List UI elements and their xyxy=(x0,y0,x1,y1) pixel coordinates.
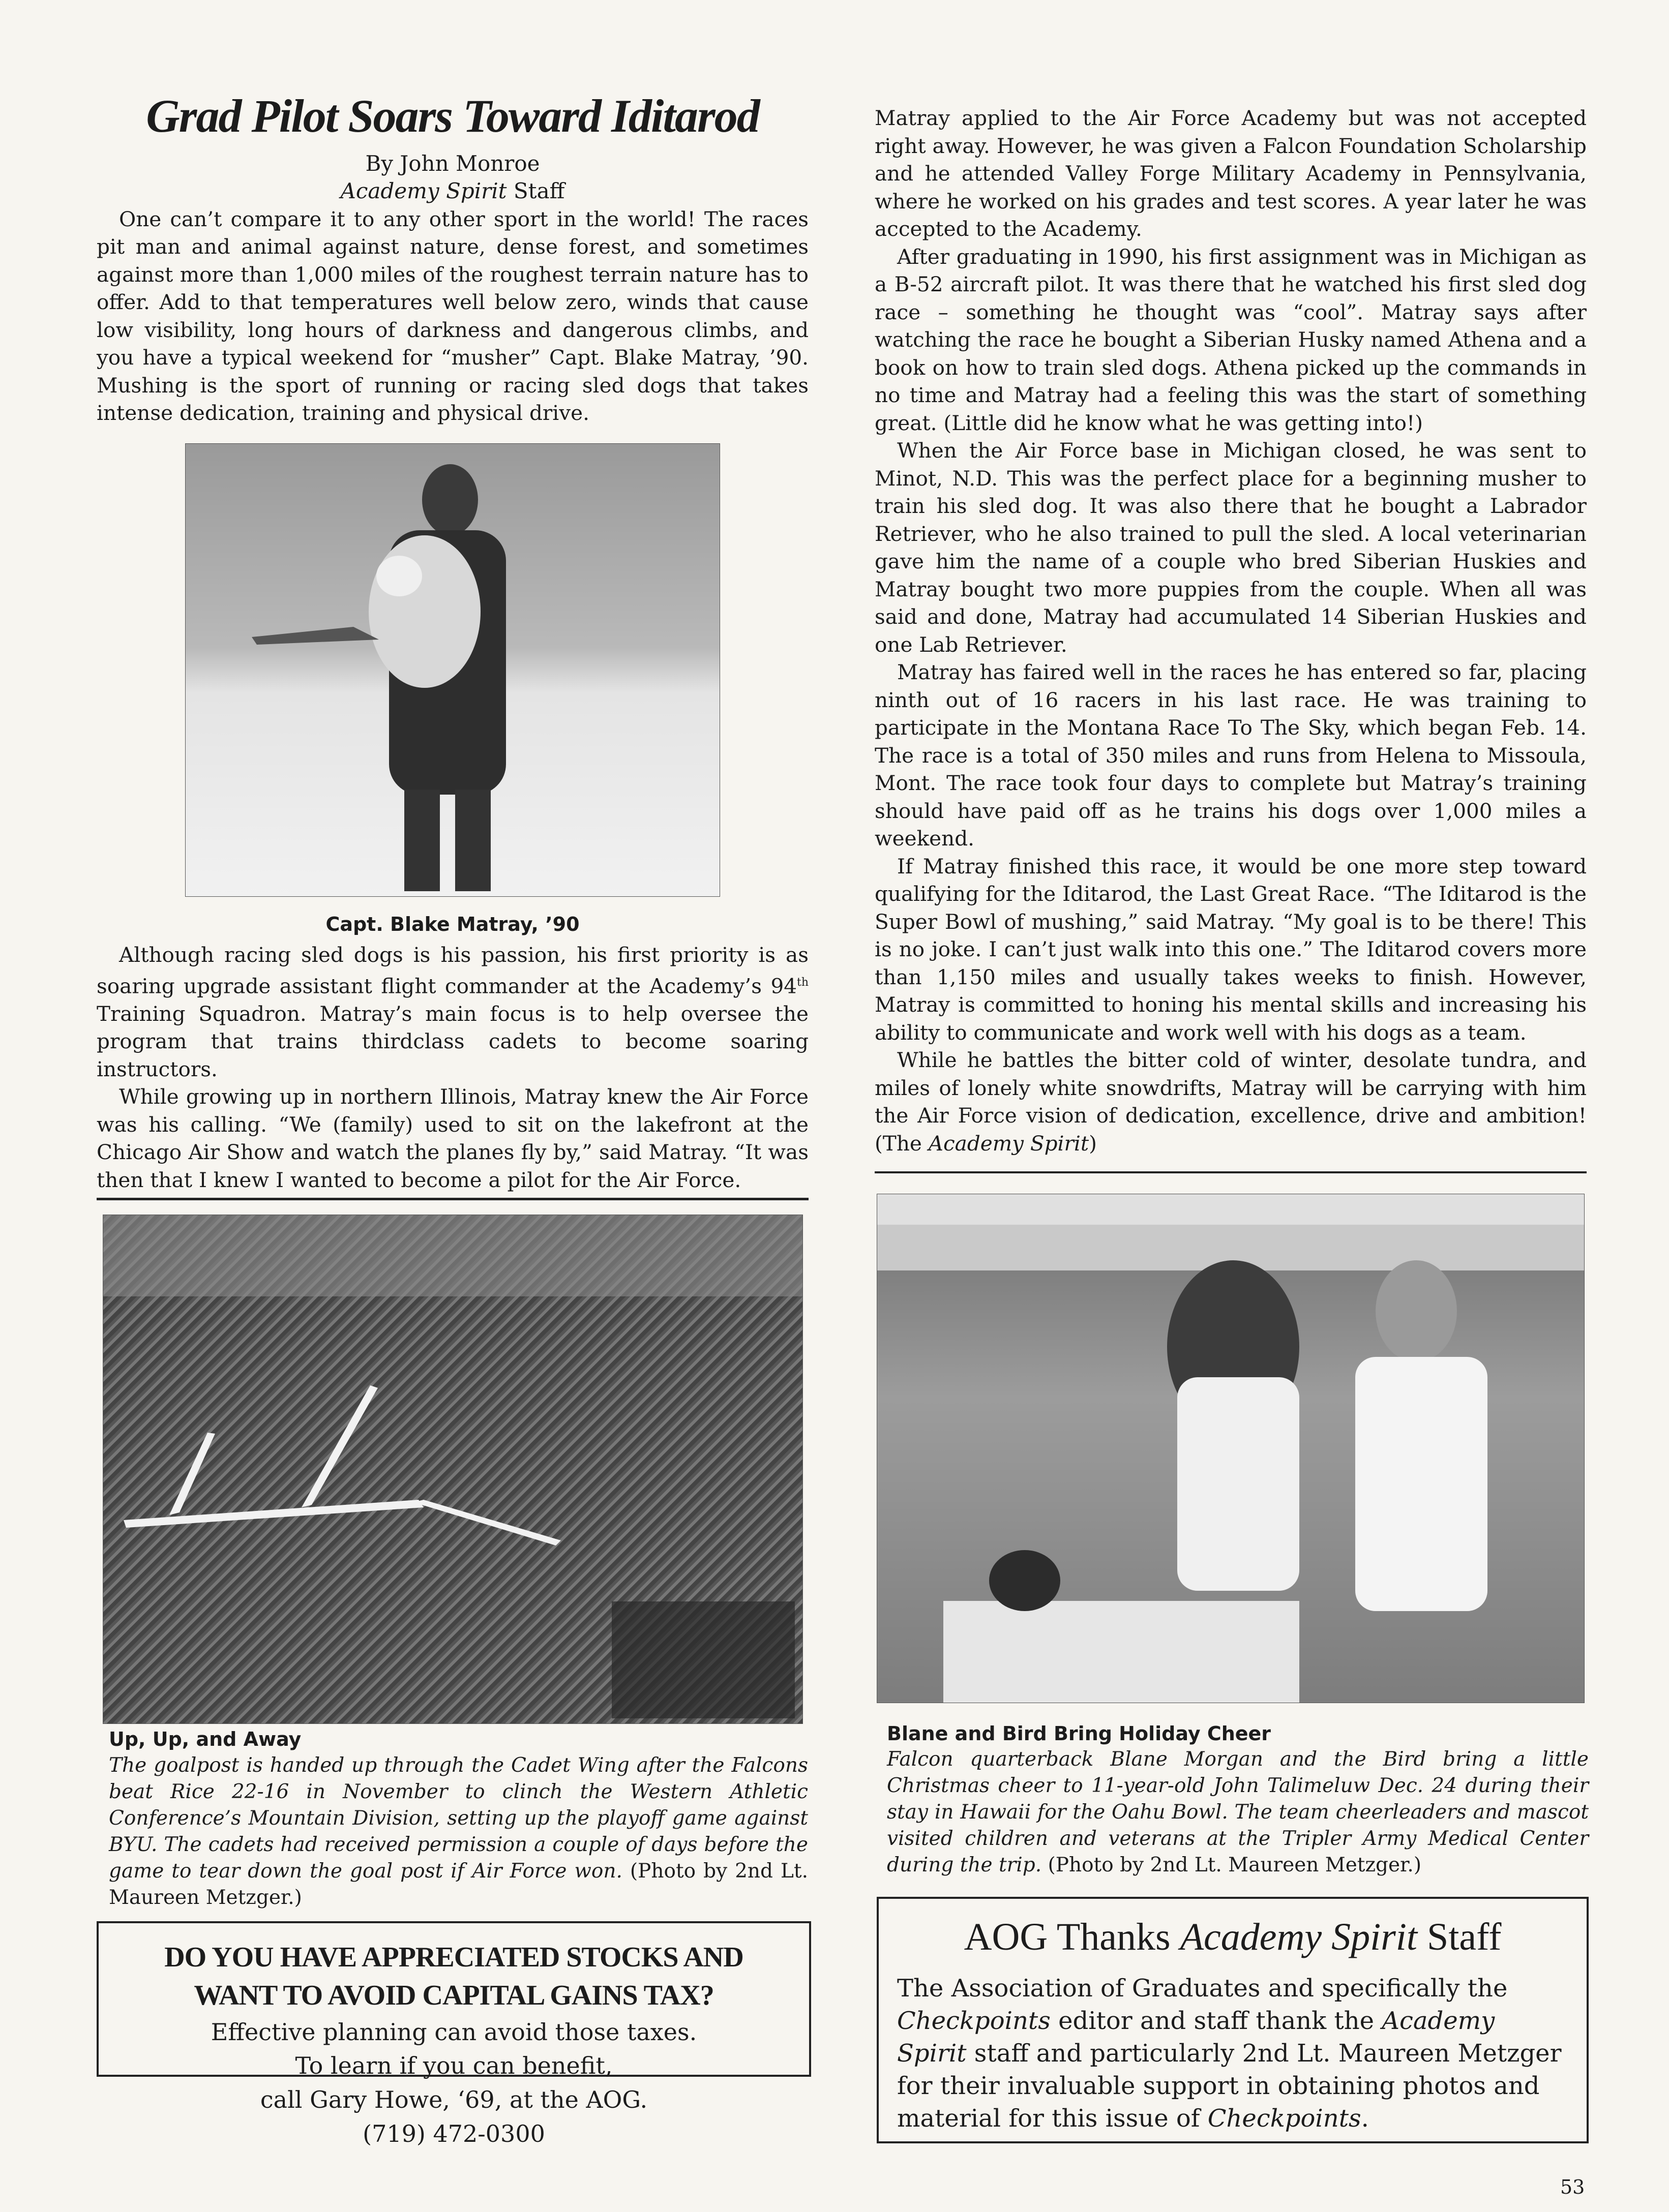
goalpost-caption-text xyxy=(109,1752,808,1911)
staff-suffix: Staff xyxy=(506,178,565,204)
paragraph-text: ) xyxy=(1089,1131,1097,1156)
ad-line-2: To learn if you can benefit, xyxy=(295,2052,613,2080)
paragraph: Matray applied to the Air Force Academy but was not accepted right away. However, he was given a Falcon Foundation Scholarship and he attended Valley Forge Military Academy in Pennsylvania, where he worked on his grades and test scores. A year later he was accepted to the Academy. xyxy=(875,106,1587,241)
thanks-body-text: editor and staff thank the xyxy=(1050,2006,1382,2035)
goalpost-caption-title: Up, Up, and Away xyxy=(109,1728,302,1751)
ordinal-suffix: th xyxy=(796,976,809,989)
ad-line-1: Effective planning can avoid those taxes. xyxy=(211,2018,697,2046)
photo-credit: (Photo by 2nd Lt. Maureen Metzger.) xyxy=(1041,1854,1422,1877)
ad-phone: (719) 472-0300 xyxy=(363,2119,545,2147)
section-divider xyxy=(97,1198,809,1200)
thanks-body-text: . xyxy=(1361,2104,1369,2133)
thanks-box xyxy=(877,1897,1589,2143)
left-column xyxy=(97,90,809,2147)
ad-title-line-2: WANT TO AVOID CAPITAL GAINS TAX? xyxy=(194,1980,714,2012)
staff-publication: Academy Spirit xyxy=(340,178,507,204)
hospital-caption-text xyxy=(887,1746,1589,1878)
thanks-title-text: AOG Thanks xyxy=(964,1916,1180,1959)
article-byline: By John Monroe xyxy=(365,150,540,176)
paragraph: When the Air Force base in Michigan closed, he was sent to Minot, N.D. This was the perfect place for a beginning musher to train his sled dog. It was also there that he bought a Labrador Retriever, who he also trained to pull the sled. A local veterinarian gave him the name of a couple who bred Siberian Huskies and Matray bought two more puppies from the couple. When all was said and done, Matray had accumulated 14 Siberian Huskies and one Lab Retriever. xyxy=(875,438,1587,657)
left-intro xyxy=(97,205,809,427)
section-divider xyxy=(875,1171,1587,1173)
page-number: 53 xyxy=(1560,2176,1585,2198)
goalpost-caption-body: The goalpost is handed up through the Cadet Wing after the Falcons beat Rice 22-16 in November to clinch the Western Athletic Conference’s Mountain Division, setting up the playoff game against BYU. The cadets had received permission a couple of days before the game to tear down the goal post if Air Force won. xyxy=(109,1753,808,1883)
publication-name: Checkpoints xyxy=(897,2006,1051,2035)
paragraph xyxy=(97,941,809,1083)
paragraph-text: Although racing sled dogs is his passion, his first priority is as soaring upgrade assistant flight commander at the Academy’s 94 xyxy=(97,943,809,998)
musher-photo-graphic xyxy=(186,444,720,896)
hospital-caption xyxy=(887,1721,1589,1878)
ad-line-3: call Gary Howe, ‘69, at the AOG. xyxy=(260,2086,648,2114)
publication-name: Checkpoints xyxy=(1207,2104,1361,2133)
article-byline-staff xyxy=(97,177,809,205)
publication-name: Academy Spirit xyxy=(928,1131,1089,1156)
thanks-body-text: The Association of Graduates and specifically the xyxy=(897,1974,1508,2003)
paragraph: While growing up in northern Illinois, Matray knew the Air Force was his calling. “We (family) used to sit on the lakefront at the Chicago Air Show and watch the planes fly by,” said Matray. “It was then that I knew I wanted to become a pilot for the Air Force. xyxy=(97,1084,809,1192)
hospital-photo-graphic xyxy=(877,1194,1584,1703)
publication-name: Academy Spirit xyxy=(897,2006,1495,2068)
paragraph: One can’t compare it to any other sport in the world! The races pit man and animal against nature, dense forest, and sometimes against more than 1,000 miles of the roughest terrain nature has to offer. Add to that temperatures well below zero, winds that cause low visibility, long hours of darkness and dangerous climbs, and you have a typical weekend for “musher” Capt. Blake Matray, ’90. Mushing is the sport of running or racing sled dogs that takes intense dedication, training and physical drive. xyxy=(97,206,809,426)
paragraph: After graduating in 1990, his first assignment was in Michigan as a B-52 aircraft pilot. It was there that he watched his first sled dog race – something he thought was “cool”. Matray says after watching the race he bought a Siberian Husky named Athena and a book on how to train sled dogs. Athena picked up the commands in no time and Matray had a feeling this was the start of something great. (Little did he know what he was getting into!) xyxy=(875,244,1587,435)
paragraph: Matray has faired well in the races he has entered so far, placing ninth out of 16 racers in his last race. He was training to participate in the Montana Race To The Sky, which began Feb. 14. The race is a total of 350 miles and runs from Helena to Missoula, Mont. The race took four days to complete but Matray’s training should have paid off as he trains his dogs over 1,000 miles a weekend. xyxy=(875,660,1587,851)
paragraph-text: While he battles the bitter cold of winter, desolate tundra, and miles of lonely white snowdrifts, Matray will be carrying with him the Air Force vision of dedication, excellence, drive and ambition! (The xyxy=(875,1048,1587,1156)
right-body xyxy=(875,104,1587,1157)
musher-photo-caption: Capt. Blake Matray, ’90 xyxy=(325,913,580,935)
musher-photo xyxy=(185,443,720,897)
thanks-body xyxy=(897,1972,1568,2135)
thanks-title-text: Staff xyxy=(1417,1916,1502,1959)
goalpost-photo xyxy=(103,1215,803,1724)
photo-credit: (Photo by 2nd Lt. Maureen Metzger.) xyxy=(109,1859,808,1909)
thanks-title xyxy=(897,1914,1568,1960)
paragraph xyxy=(875,1046,1587,1157)
paragraph: If Matray finished this race, it would be one more step toward qualifying for the Iditarod, the Last Great Race. “The Iditarod is the Super Bowl of mushing,” said Matray. “My goal is to be there! This is no joke. I can’t just walk into this one.” The Iditarod covers more than 1,150 miles and usually takes weeks to finish. However, Matray is committed to honing his mental skills and increasing his ability to communicate and work well with his dogs as a team. xyxy=(875,854,1587,1045)
hospital-caption-body: Falcon quarterback Blane Morgan and the Bird bring a little Christmas cheer to 11-year-old John Talimeluw Dec. 24 during their stay in Hawaii for the Oahu Bowl. The team cheerleaders and mascot visited children and veterans at the Tripler Army Medical Center during the trip. xyxy=(887,1748,1589,1877)
paragraph-text: Training Squadron. Matray’s main focus is to help oversee the program that trains thirdclass cadets to become soaring instructors. xyxy=(97,1001,809,1081)
hospital-caption-title: Blane and Bird Bring Holiday Cheer xyxy=(887,1722,1271,1745)
article-headline: Grad Pilot Soars Toward Iditarod xyxy=(146,90,759,142)
right-column xyxy=(875,104,1587,2143)
ad-title-line-1: DO YOU HAVE APPRECIATED STOCKS AND xyxy=(164,1941,743,1973)
left-body xyxy=(97,941,809,1194)
goalpost-photo-graphic xyxy=(103,1215,802,1723)
thanks-body-text: staff and particularly 2nd Lt. Maureen Metzger for their invaluable support in obtaining photos and material for this issue of xyxy=(897,2039,1562,2133)
thanks-title-publication: Academy Spirit xyxy=(1180,1916,1418,1959)
tax-ad-box xyxy=(97,1921,811,2147)
hospital-photo xyxy=(877,1194,1585,1703)
goalpost-caption xyxy=(109,1727,808,1911)
